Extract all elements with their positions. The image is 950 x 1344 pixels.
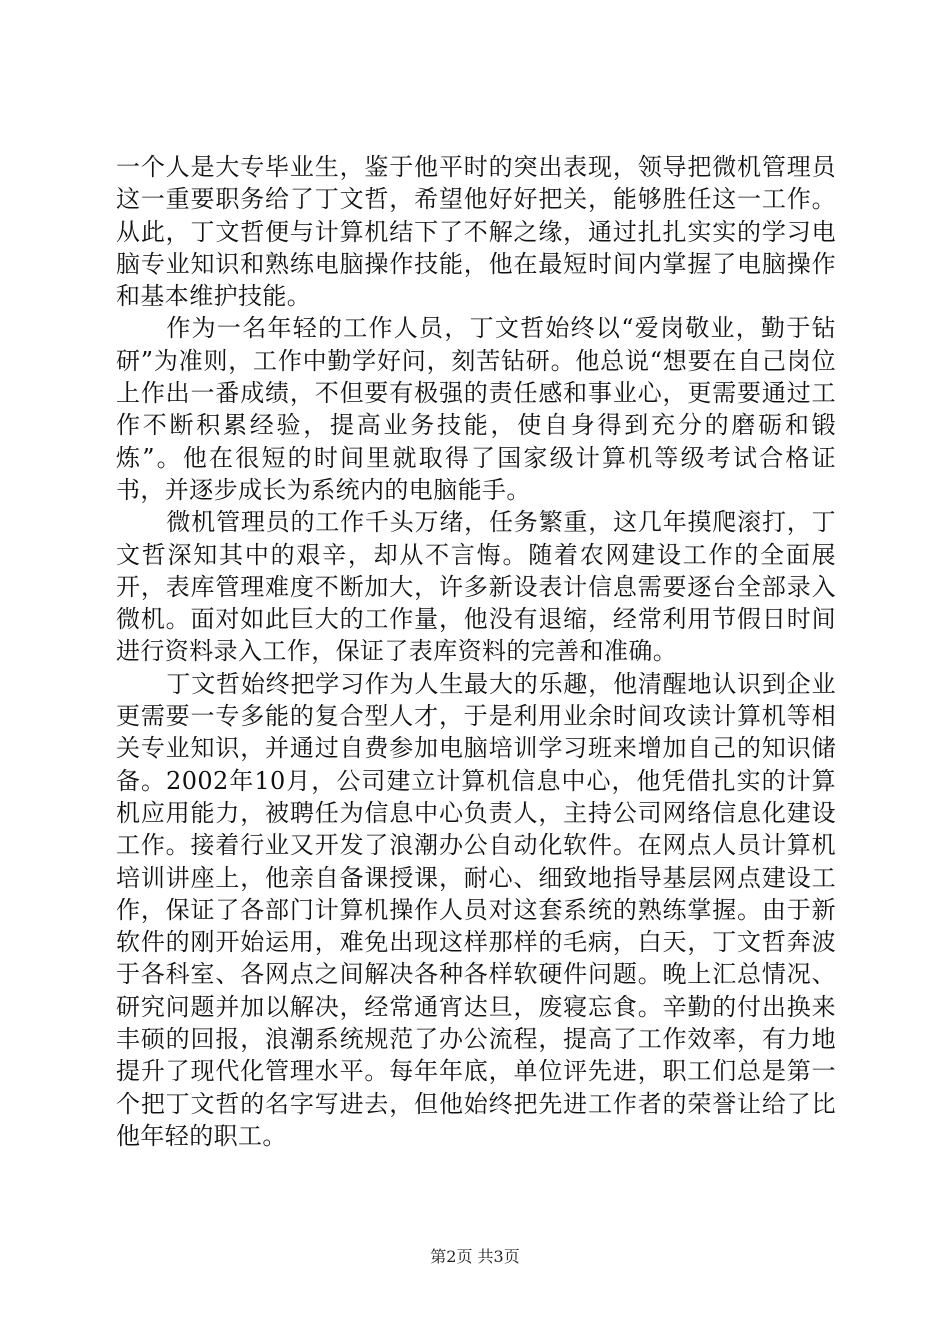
page-number-footer: 第2页 共3页 (430, 1247, 520, 1266)
paragraph: 作为一名年轻的工作人员，丁文哲始终以“爱岗敬业，勤于钻研”为准则，工作中勤学好问，刻苦钻研。他总说“想要在自己岗位上作出一番成绩，不但要有极强的责任感和事业心，更需要通过工作不断积累经验，提高业务技能，使自身得到充分的磨砺和锻炼”。他在很短的时间里就取得了国家级计算机等级考试合格证书，并逐步成长为系统内的电脑能手。 (116, 314, 836, 504)
paragraph: 丁文哲始终把学习作为人生最大的乐趣，他清醒地认识到企业更需要一专多能的复合型人才，于是利用业余时间攻读计算机等相关专业知识，并通过自费参加电脑培训学习班来增加自己的知识储备。2002年10月，公司建立计算机信息中心，他凭借扎实的计算机应用能力，被聘任为信息中心负责人，主持公司网络信息化建设工作。接着行业又开发了浪潮办公自动化软件。在网点人员计算机培训讲座上，他亲自备课授课，耐心、细致地指导基层网点建设工作，保证了各部门计算机操作人员对这套系统的熟练掌握。由于新软件的刚开始运用，难免出现这样那样的毛病，白天，丁文哲奔波于各科室、各网点之间解决各种各样软硬件问题。晚上汇总情况、研究问题并加以解决，经常通宵达旦，废寝忘食。辛勤的付出换来丰硕的回报，浪潮系统规范了办公流程，提高了工作效率，有力地提升了现代化管理水平。每年年底，单位评先进，职工们总是第一个把丁文哲的名字写进去，但他始终把先进工作者的荣誉让给了比他年轻的职工。 (116, 669, 836, 1150)
paragraph: 微机管理员的工作千头万绪，任务繁重，这几年摸爬滚打，丁文哲深知其中的艰辛，却从不言悔。随着农网建设工作的全面展开，表库管理难度不断加大，许多新设表计信息需要逐台全部录入微机。面对如此巨大的工作量，他没有退缩，经常利用节假日时间进行资料录入工作，保证了表库资料的完善和准确。 (116, 508, 836, 666)
paragraph-continued: 一个人是大专毕业生，鉴于他平时的突出表现，领导把微机管理员这一重要职务给了丁文哲，希望他好好把关，能够胜任这一工作。从此，丁文哲便与计算机结下了不解之缘，通过扎扎实实的学习电脑专业知识和熟练电脑操作技能，他在最短时间内掌握了电脑操作和基本维护技能。 (116, 153, 836, 311)
article-body (116, 151, 836, 1152)
